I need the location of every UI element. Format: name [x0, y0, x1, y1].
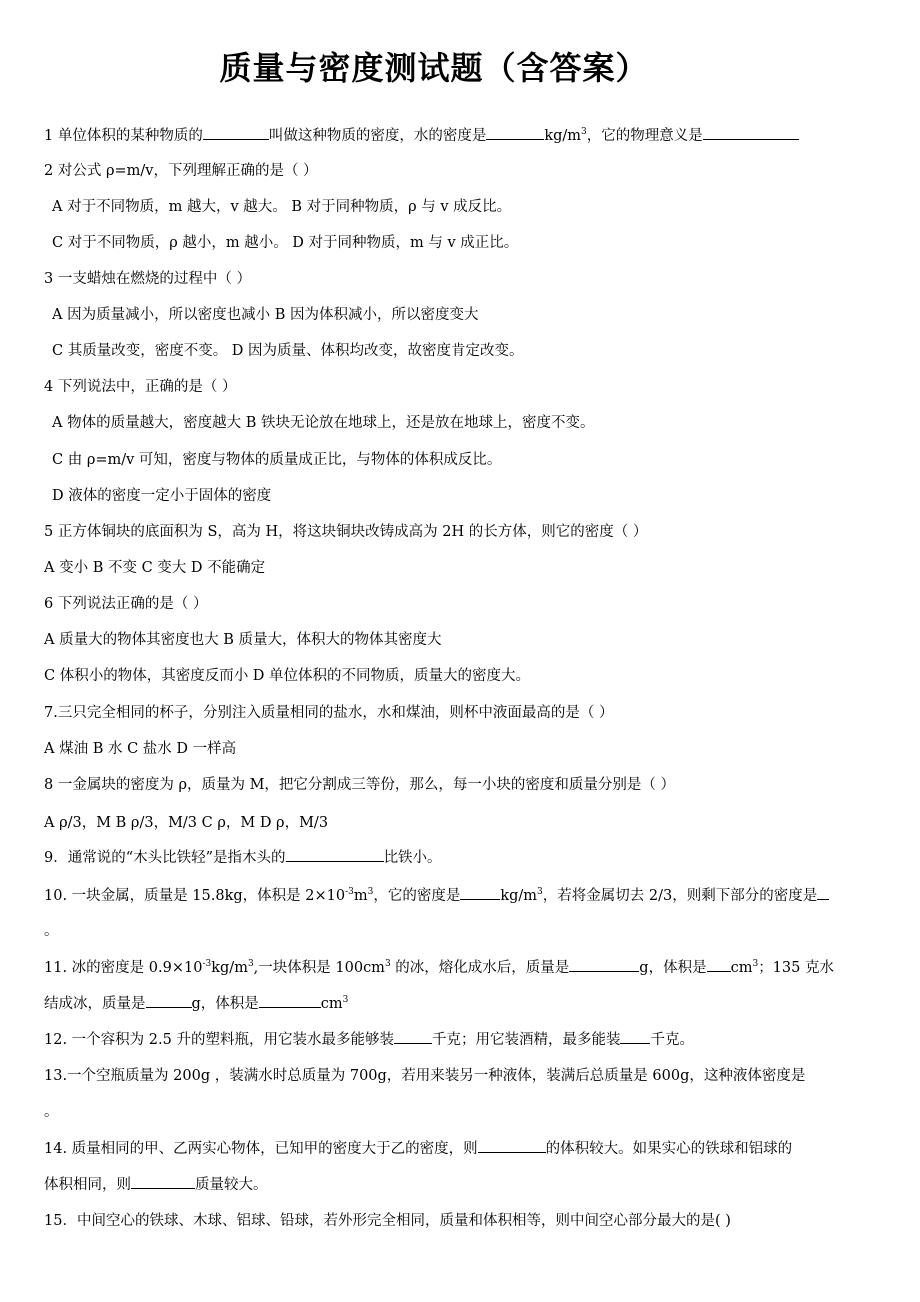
question-10-end: 。	[44, 923, 59, 939]
question-14-line-1: 14. 质量相同的甲、乙两实心物体，已知甲的密度大于乙的密度，则 的体积较大。如果实心的铁球和铝球的	[44, 1138, 880, 1159]
question-1: 1 单位体积的某种物质的 叫做这种物质的密度，水的密度是 $kg/m^3$，它的物理意义是	[44, 125, 880, 146]
question-9: 9．通常说的“木头比铁轻”是指木头的 比铁小。	[44, 847, 880, 868]
question-2-stem: 2 对公式 ρ=m/v，下列理解正确的是（ ）	[44, 163, 318, 179]
question-6-options-cd: C 体积小的物体，其密度反而小 D 单位体积的不同物质，质量大的密度大。	[44, 668, 531, 684]
answer-blank	[817, 885, 829, 900]
answer-blank	[131, 1174, 195, 1189]
answer-blank	[460, 885, 500, 900]
question-2-options-cd: C 对于不同物质，ρ 越小，m 越小。 D 对于同种物质，m 与 v 成正比。	[52, 235, 519, 251]
question-4-option-c: C 由 ρ=m/v 可知，密度与物体的质量成正比，与物体的体积成反比。	[52, 452, 502, 468]
answer-blank	[146, 993, 192, 1008]
answer-blank	[703, 125, 799, 140]
question-4-stem: 4 下列说法中，正确的是（ ）	[44, 379, 237, 395]
answer-blank	[203, 125, 269, 140]
question-14-line-2: 体积相同，则 质量较大。	[44, 1174, 880, 1195]
question-11-line-1: 11. 冰的密度是 $0.9\times 10^{-3}kg/m^3$,一块体积是 $100cm^3$ 的冰，熔化成水后，质量是 g，体积是 $cm^3$；135 克水	[44, 957, 880, 978]
question-10: 10. 一块金属，质量是 15.8kg，体积是 $2\times 10^{-3}m^3$，它的密度是 $kg/m^3$，若将金属切去 2/3，则剩下部分的密度是	[44, 885, 880, 906]
answer-blank	[478, 1138, 546, 1153]
question-13-end: 。	[44, 1104, 59, 1120]
question-5-stem: 5 正方体铜块的底面积为 S，高为 H，将这块铜块改铸成高为 2H 的长方体，则它的密度（ ）	[44, 524, 648, 540]
question-7-options: A 煤油 B 水 C 盐水 D 一样高	[44, 741, 237, 757]
question-4-option-d: D 液体的密度一定小于固体的密度	[52, 488, 272, 504]
question-3-options-ab: A 因为质量减小，所以密度也减小 B 因为体积减小，所以密度变大	[52, 307, 479, 323]
question-15: 15．中间空心的铁球、木球、铝球、铅球，若外形完全相同，质量和体积相等，则中间空心部分最大的是( )	[44, 1213, 731, 1229]
question-6-stem: 6 下列说法正确的是（ ）	[44, 596, 208, 612]
answer-blank	[259, 993, 321, 1008]
question-3-options-cd: C 其质量改变，密度不变。 D 因为质量、体积均改变，故密度肯定改变。	[52, 343, 524, 359]
answer-blank	[486, 125, 544, 140]
question-12: 12. 一个容积为 2.5 升的塑料瓶，用它装水最多能够装 千克；用它装酒精，最多能装 千克。	[44, 1029, 880, 1050]
answer-blank	[569, 957, 639, 972]
answer-blank	[707, 957, 731, 972]
answer-blank	[286, 847, 384, 862]
question-8-stem: 8 一金属块的密度为 ρ，质量为 M，把它分割成三等份，那么，每一小块的密度和质量分别是（ ）	[44, 777, 676, 793]
question-8-options: A ρ/3，M B ρ/3，M/3 C ρ，M D ρ，M/3	[44, 815, 329, 831]
answer-blank	[394, 1029, 432, 1044]
document-title: 质量与密度测试题（含答案）	[219, 49, 649, 87]
question-5-options: A 变小 B 不变 C 变大 D 不能确定	[44, 560, 266, 576]
question-13: 13.一个空瓶质量为 200g ，装满水时总质量为 700g，若用来装另一种液体，装满后总质量是 600g，这种液体密度是	[44, 1068, 806, 1084]
question-3-stem: 3 一支蜡烛在燃烧的过程中（ ）	[44, 271, 251, 287]
answer-blank	[620, 1029, 650, 1044]
question-4-options-ab: A 物体的质量越大，密度越大 B 铁块无论放在地球上，还是放在地球上，密度不变。	[52, 415, 595, 431]
question-6-options-ab: A 质量大的物体其密度也大 B 质量大，体积大的物体其密度大	[44, 632, 442, 648]
question-2-options-ab: A 对于不同物质，m 越大，v 越大。 B 对于同种物质，ρ 与 v 成反比。	[52, 199, 512, 215]
question-11-line-2: 结成冰，质量是 g，体积是 $cm^3$	[44, 993, 880, 1014]
question-7-stem: 7.三只完全相同的杯子，分别注入质量相同的盐水，水和煤油，则杯中液面最高的是（ ）	[44, 705, 614, 721]
